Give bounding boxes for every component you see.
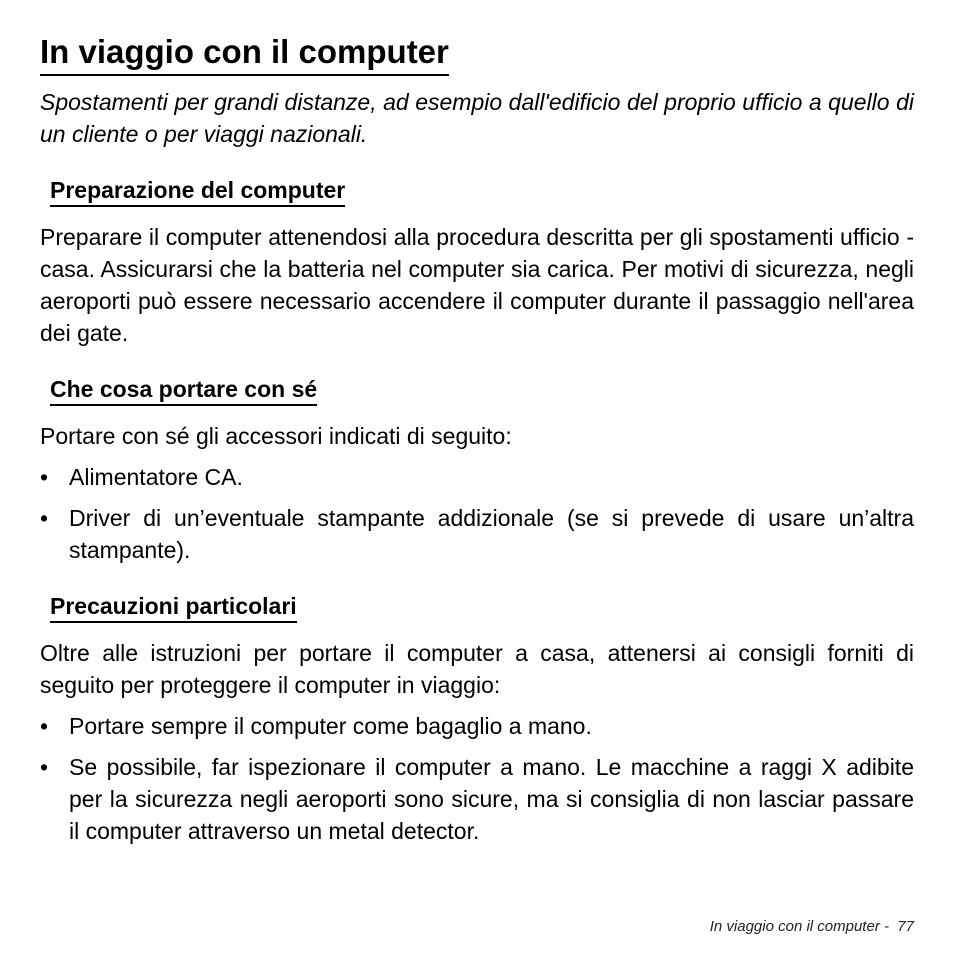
- section-heading-cosa-portare: Che cosa portare con sé: [50, 374, 317, 406]
- section-heading-preparazione: Preparazione del computer: [50, 175, 345, 207]
- section-cosa-portare: [40, 349, 914, 566]
- section-paragraph-cosa-portare: Portare con sé gli accessori indicati di seguito:: [40, 423, 512, 449]
- section-paragraph-precauzioni: Oltre alle istruzioni per portare il computer a casa, attenersi ai consigli forniti di seguito per proteggere il computer in viaggio:: [40, 640, 914, 698]
- section-preparazione: [40, 150, 914, 349]
- document-page: [40, 30, 914, 847]
- bullet-icon: •: [40, 464, 49, 490]
- list-item: [40, 502, 914, 566]
- list-item-text: Driver di un’eventuale stampante addizionale (se si prevede di usare un’altra stampante).: [69, 505, 914, 563]
- list-item-text: Se possibile, far ispezionare il computer a mano. Le macchine a raggi X adibite per la sicurezza negli aeroporti sono sicure, ma si consiglia di non lasciar passare il computer attraverso un metal detector.: [69, 754, 914, 844]
- section-precauzioni: [40, 566, 914, 847]
- page-subtitle: Spostamenti per grandi distanze, ad esempio dall'edificio del proprio ufficio a quello di un cliente o per viaggi nazionali.: [40, 89, 914, 147]
- bullet-list-precauzioni: [40, 710, 914, 847]
- bullet-icon: •: [40, 505, 49, 531]
- section-heading-precauzioni: Precauzioni particolari: [50, 591, 297, 623]
- page-footer: In viaggio con il computer - 77: [709, 918, 914, 935]
- section-paragraph-preparazione: Preparare il computer attenendosi alla procedura descritta per gli spostamenti ufficio - casa. Assicurarsi che la batteria nel computer sia carica. Per motivi di sicurezza, negli aeroporti può essere necessario accendere il computer durante il passaggio nell'area dei gate.: [40, 224, 914, 346]
- bullet-list-cosa-portare: [40, 461, 914, 566]
- bullet-icon: •: [40, 754, 49, 780]
- list-item: [40, 710, 914, 742]
- list-item: [40, 751, 914, 847]
- list-item-text: Alimentatore CA.: [69, 464, 243, 490]
- bullet-icon: •: [40, 713, 49, 739]
- page-title: In viaggio con il computer: [40, 30, 449, 76]
- list-item: [40, 461, 914, 493]
- list-item-text: Portare sempre il computer come bagaglio a mano.: [69, 713, 592, 739]
